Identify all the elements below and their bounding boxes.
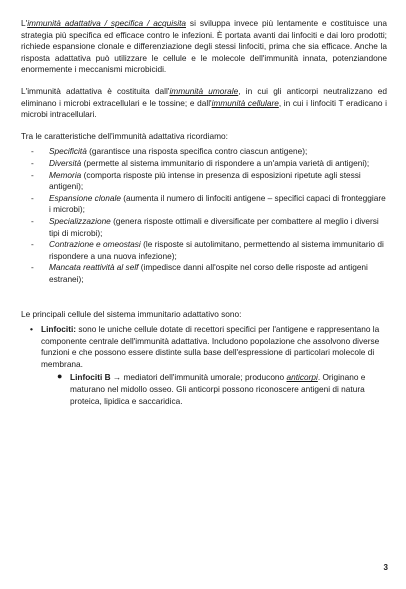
cells-intro: Le principali cellule del sistema immunitario adattativo sono: (21, 309, 242, 320)
feature-term: Memoria (49, 169, 82, 180)
bullet-icon: ● (57, 371, 63, 382)
lymphocytes-desc: sono le uniche cellule dotate di recettori specifici per l'antigene e rappresentano la componente centrale dell'immunità adattativa. Includono popolazione che assolvono diverse funzioni e che possono essere distinte sulla base dell'espressione di particolari molecole di membrana. (41, 324, 380, 369)
para1-text-start: L' (21, 18, 28, 28)
term-lymphocytes: Linfociti: (41, 324, 77, 335)
bullet-icon: • (30, 324, 33, 335)
lymphocyte-subtypes (41, 372, 387, 407)
feature-term: Diversità (49, 157, 82, 168)
b-lymphocytes-desc-end: . Originano e maturano nel midollo osseo. Gli anticorpi possono riconoscere antigeni di natura proteica, lipidica e saccaridica. (70, 372, 366, 406)
page-content (21, 18, 387, 407)
para2-text-start: L'immunità adattativa è costituita dall' (21, 85, 170, 96)
term-adaptive-immunity: immunità adattativa / specifica / acquisita (27, 18, 187, 28)
list-item-b-lymphocytes (41, 372, 387, 407)
feature-term: Espansione clonale (49, 192, 121, 203)
feature-term: Specializzazione (49, 215, 111, 226)
paragraph-adaptive-immunity (21, 18, 387, 76)
feature-desc: (le risposte si autolimitano, permettendo al sistema immunitario di rispondere a una nuova infezione); (49, 239, 384, 261)
feature-desc: (permette al sistema immunitario di rispondere a un'ampia varietà di antigeni); (81, 157, 370, 168)
list-item (21, 146, 387, 158)
cells-list (21, 324, 387, 407)
page-number: 3 (383, 563, 388, 572)
feature-desc: (aumenta il numero di linfociti antigene – specifici capaci di fronteggiare i microbi); (49, 192, 386, 215)
list-item (21, 158, 387, 170)
features-intro: Tra le caratteristiche dell'immunità adattativa ricordiamo: (21, 130, 228, 141)
term-antibodies: anticorpi (286, 372, 318, 383)
list-item (21, 193, 387, 216)
para2-text-middle: , in cui gli anticorpi neutralizzano ed eliminano i microbi extracellulari e le tossine; e dall' (21, 85, 387, 108)
feature-term: Mancata reattività al self (49, 262, 139, 273)
features-list (21, 146, 387, 285)
b-lymphocytes-desc-start: → mediatori dell'immunità umorale; producono (110, 372, 287, 383)
term-b-lymphocytes: Linfociti B (70, 372, 111, 383)
para1-text-rest: si sviluppa invece più lentamente e costituisce una strategia più specifica ed efficace contro le infezioni. È portata avanti dai linfociti e dai loro prodotti; richiede espansione clonale e differenziazione degli stessi linfociti, prima che sia efficace. Anche la risposta adattativa può utilizzare le cellule e le molecole dell'immunità innata, potenziandone enormemente i meccanismi microbicidi. (21, 18, 387, 75)
list-item (21, 262, 387, 285)
para2-text-end: , in cui i linfociti T eradicano i microbi intracellulari. (21, 97, 387, 120)
feature-term: Contrazione e omeostasi (49, 239, 141, 250)
feature-term: Specificità (49, 146, 87, 157)
paragraph-humoral-cellular (21, 86, 387, 121)
list-item-lymphocytes (21, 324, 387, 407)
list-item (21, 216, 387, 239)
feature-desc: (garantisce una risposta specifica contro ciascun antigene); (86, 146, 308, 157)
list-item (21, 239, 387, 262)
term-humoral-immunity: immunità umorale (169, 85, 239, 96)
feature-desc: (impedisce danni all'ospite nel corso delle risposte ad antigeni estranei); (49, 262, 368, 284)
feature-desc: (comporta risposte più intense in presenza di esposizioni ripetute agli stessi antigeni); (49, 169, 361, 192)
list-item (21, 170, 387, 193)
feature-desc: (genera risposte ottimali e diversificate per combattere al meglio i diversi tipi di microbi); (49, 215, 379, 238)
spacer (21, 285, 387, 309)
term-cellular-immunity: immunità cellulare (211, 97, 279, 108)
